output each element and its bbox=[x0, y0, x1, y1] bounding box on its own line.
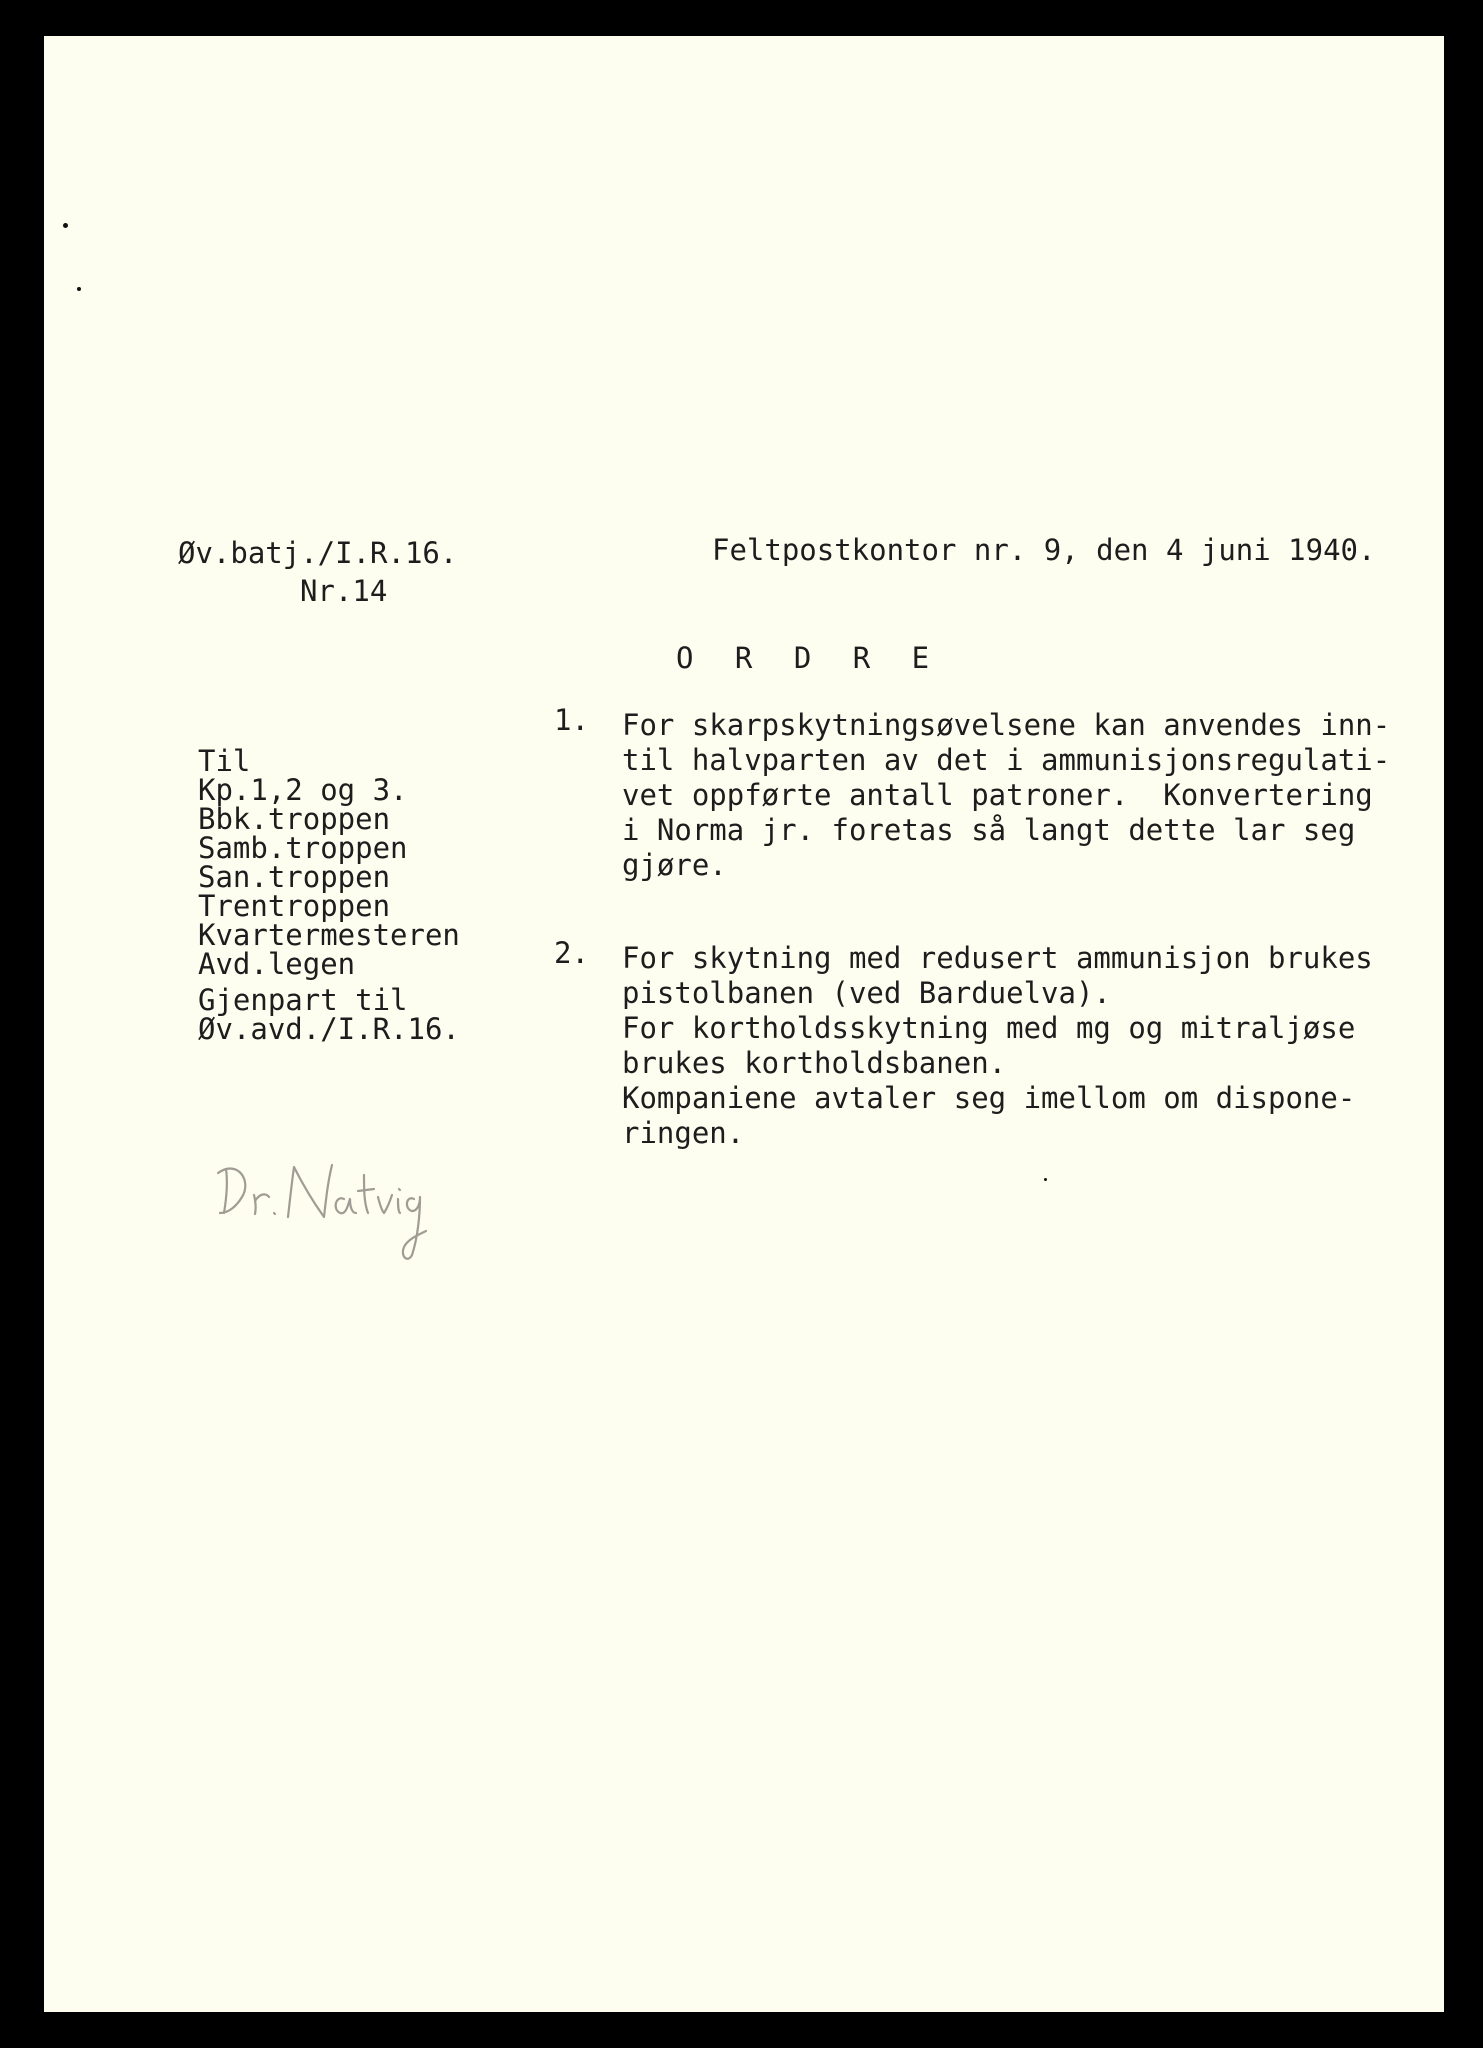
item-line: pistolbanen (ved Barduelva). bbox=[622, 976, 1111, 1010]
recipient: Kp.1,2 og 3. bbox=[198, 773, 408, 807]
recipient: Samb.troppen bbox=[198, 831, 408, 865]
copy-recipient: Øv.avd./I.R.16. bbox=[198, 1012, 460, 1046]
item-line: i Norma jr. foretas så langt dette lar seg bbox=[622, 813, 1356, 847]
item-number: 2. bbox=[554, 936, 589, 970]
unit-designation: Øv.batj./I.R.16. bbox=[178, 536, 458, 570]
order-number: Nr.14 bbox=[300, 574, 388, 608]
item-line: For skytning med redusert ammunisjon brukes bbox=[622, 941, 1373, 975]
copy-label: Gjenpart til bbox=[198, 983, 408, 1017]
recipient: Avd.legen bbox=[198, 947, 356, 981]
speck bbox=[1044, 1178, 1047, 1181]
recipient: Trentroppen bbox=[198, 889, 391, 923]
handwritten-signature bbox=[214, 1151, 434, 1266]
recipient: San.troppen bbox=[198, 860, 391, 894]
item-number: 1. bbox=[554, 703, 589, 737]
speck bbox=[63, 223, 68, 228]
item-line: vet oppførte antall patroner. Konvertering bbox=[622, 778, 1373, 812]
item-line: For skarpskytningsøvelsene kan anvendes inn- bbox=[622, 708, 1391, 742]
item-line: til halvparten av det i ammunisjonsregulati- bbox=[622, 743, 1391, 777]
document-title: O R D R E bbox=[676, 641, 942, 675]
speck bbox=[77, 287, 81, 291]
item-line: ringen. bbox=[622, 1116, 745, 1150]
item-line: For kortholdsskytning med mg og mitraljøse bbox=[622, 1011, 1356, 1045]
item-line: Kompaniene avtaler seg imellom om dispone- bbox=[622, 1081, 1356, 1115]
place-date: Feltpostkontor nr. 9, den 4 juni 1940. bbox=[712, 533, 1376, 567]
document-page bbox=[44, 36, 1444, 2012]
to-label: Til bbox=[198, 744, 251, 778]
item-line: brukes kortholdsbanen. bbox=[622, 1046, 1007, 1080]
recipient: Bbk.troppen bbox=[198, 802, 391, 836]
item-line: gjøre. bbox=[622, 848, 727, 882]
recipient: Kvartermesteren bbox=[198, 918, 460, 952]
